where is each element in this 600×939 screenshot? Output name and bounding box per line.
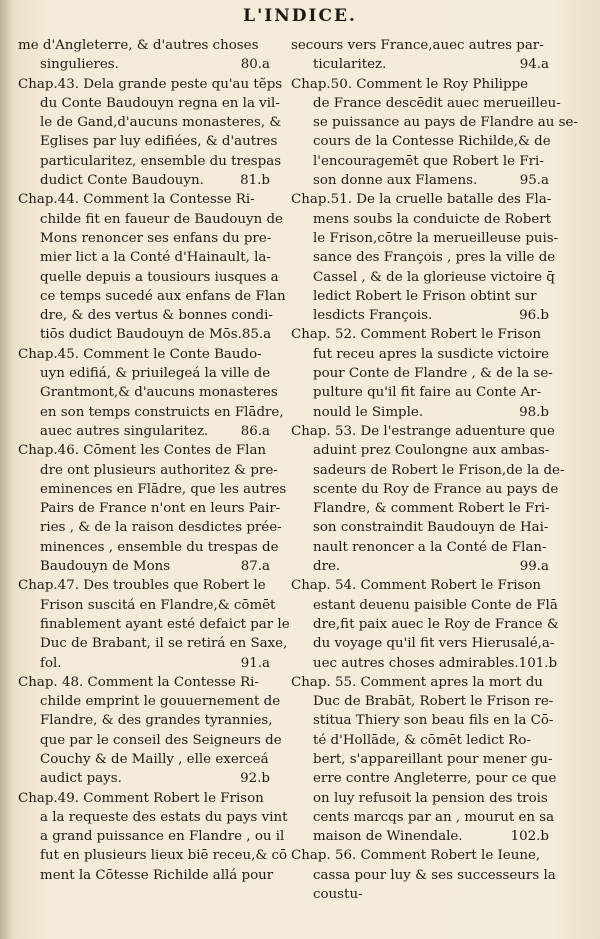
entry-text: son donne aux Flamens. [313,173,478,189]
index-entry-line: Mons renoncer ses enfans du pre- [40,230,272,246]
index-entry-line: minences , ensemble du trespas de [40,539,279,555]
index-entry-line: childe emprint le gouuernement de [40,694,281,710]
index-entry-line: Chap. 55. Comment apres la mort du [291,674,543,690]
index-entry-line: scente du Roy de France au pays de [313,481,559,497]
page-reference: 102.b [510,829,549,845]
index-entry [18,75,283,191]
index-entry-line: eminences en Flādre, que les autres [40,481,287,497]
index-entry [291,846,559,904]
index-entry [291,190,559,325]
index-entry-line: té d'Hollāde, & cōmēt ledict Ro- [313,732,531,748]
index-entry [291,422,565,576]
index-entry-line: Grantmont,& d'aucuns monasteres [40,385,278,401]
index-entry-line: l'encouragemēt que Robert le Fri- [313,153,544,169]
index-entry-line: Duc de Brabant, il se retirá en Saxe, [40,636,288,652]
index-entry-line: bert, s'appareillant pour mener gu- [313,751,553,767]
index-entry-line: a la requeste des estats du pays vint [40,809,288,825]
index-entry-line: de France descēdit auec merueilleu- [313,95,561,111]
index-entry-line: Chap. 54. Comment Robert le Frison [291,578,542,594]
index-entry-line: coustu- [313,887,363,903]
index-entry-line: ries , & de la raison desdictes prée- [40,520,282,536]
index-entry-line: on luy refusoit la pension des trois [313,790,548,806]
entry-text: nould le Simple. [313,404,424,420]
index-entry-line: fut receu apres la susdicte victoire [313,346,550,362]
index-entry-line [18,654,280,673]
index-entry-line: uyn edifiá, & priuilegeá la ville de [40,366,271,382]
page-reference: 86.a [240,423,270,439]
index-entry-line: Flandre, & comment Robert le Fri- [313,501,550,517]
index-entry-line: Eglises par luy edifiées, & d'autres [40,134,278,150]
index-entry-line: du voyage qu'il fit vers Hierusalé,a- [313,636,555,652]
index-entry-line: tiōs dudict Baudouyn de Mōs.85.a [40,327,272,343]
index-entry-line [291,306,559,325]
index-entry-line: mens soubs la conduicte de Robert [313,211,552,227]
index-entry-line [291,827,559,846]
index-entry-line: Chap.45. Comment le Conte Baudo- [18,346,262,362]
page-reference: 96.b [519,308,549,324]
index-entry-line [18,769,280,788]
index-entry-line [291,403,559,422]
index-entry-line [291,55,559,74]
entry-text: fol. [40,655,62,671]
page-reference: 98.b [519,404,549,420]
index-entry-line: Chap.44. Comment la Contesse Ri- [18,192,255,208]
entry-text: Baudouyn de Mons [40,559,171,575]
index-entry-line: sance des François , pres la ville de [313,250,556,266]
index-entry-line: son constraindit Baudouyn de Hai- [313,520,549,536]
entry-text: dudict Conte Baudouyn. [40,173,204,189]
index-entry-line [18,171,280,190]
page-reference: 92.b [240,771,270,787]
index-entry-line [18,422,280,441]
index-entry-line: Chap. 56. Comment Robert le Ieune, [291,848,541,864]
entry-text: audict pays. [40,771,122,787]
index-entry-line [291,171,559,190]
entry-text: singulieres. [40,57,119,73]
page-reference: 95.a [519,173,549,189]
entry-text: auec autres singularitez. [40,423,209,439]
index-column-right [291,36,578,904]
page-reference: 81.b [240,173,270,189]
index-entry-line: Cassel , & de la glorieuse victoire q̄ [313,269,555,285]
index-entry [291,36,559,75]
entry-text: maison de Winendale. [313,829,463,845]
index-entry-line: cassa pour luy & ses successeurs la [313,867,556,883]
index-entry-line: me d'Angleterre, & d'autres choses [18,38,259,53]
index-entry [291,75,578,191]
index-entry-line: stitua Thiery son beau fils en la Cō- [313,713,554,729]
index-entry-line [18,55,280,74]
index-entry-line: estant deuenu paisible Conte de Flā [313,597,558,613]
index-entry-line: le Frison,cōtre la merueilleuse puis- [313,230,559,246]
index-entry-line: en son temps construicts en Flādre, [40,404,284,420]
index-entry-line: Pairs de France n'ont en leurs Pair- [40,501,281,517]
index-entry-line: Duc de Brabāt, Robert le Frison re- [313,694,554,710]
index-entry-line: childe fit en faueur de Baudouyn de [40,211,283,227]
index-entry-line: sadeurs de Robert le Frison,de la de- [313,462,565,478]
index-entry [18,441,287,576]
index-entry-line [291,557,559,576]
entry-text: ticularitez. [313,57,387,73]
index-entry-line: Flandre, & des grandes tyrannies, [40,713,273,729]
index-entry [18,789,288,885]
index-entry-line: ment la Cōtesse Richilde allá pour [40,867,274,883]
index-entry-line: a grand puissance en Flandre , ou il [40,829,285,845]
index-entry-line: pulture qu'il fit faire au Conte Ar- [313,385,542,401]
page-reference: 94.a [519,57,549,73]
index-entry-line: quelle depuis a tousiours iusques a [40,269,279,285]
index-entry-line: ledict Robert le Frison obtint sur [313,288,537,304]
index-entry-line: dre,fit paix auec le Roy de France & [313,616,559,632]
index-entry [18,576,290,672]
index-entry-line: Chap. 52. Comment Robert le Frison [291,327,542,343]
page-reference: 99.a [519,559,549,575]
index-entry-line: mier lict a la Conté d'Hainault, la- [40,250,271,266]
index-entry [18,36,280,75]
index-entry-line: Couchy & de Mailly , elle exerceá [40,751,269,767]
index-entry-line: fut en plusieurs lieux biē receu,& cō [40,848,288,864]
index-column-left [18,36,290,885]
page-reference: 87.a [240,559,270,575]
index-entry-line: Chap.51. De la cruelle batalle des Fla- [291,192,552,208]
index-entry [18,190,286,344]
index-entry-line [18,557,280,576]
index-entry-line: Frison suscitá en Flandre,& cōmēt [40,597,276,613]
index-entry-line: cours de la Contesse Richilde,& de [313,134,551,150]
index-entry [18,345,284,441]
page-gutter-shadow [0,0,14,939]
index-entry-line: Chap. 53. De l'estrange aduenture que [291,423,555,439]
index-entry-line: aduint prez Coulongne aux ambas- [313,443,550,459]
index-entry-line: Chap.43. Dela grande peste qu'au tẽps [18,76,283,92]
entry-text: dre. [313,559,341,575]
index-entry [18,673,280,789]
index-entry-line: nault renoncer a la Conté de Flan- [313,539,547,555]
index-entry-line: que par le conseil des Seigneurs de [40,732,282,748]
index-entry-line: cents marcqs par an , mourut en sa [313,809,555,825]
index-entry-line: dre, & des vertus & bonnes condi- [40,308,273,324]
index-entry-line: Chap. 48. Comment la Contesse Ri- [18,674,259,690]
index-entry [291,673,559,847]
page-reference: 80.a [240,57,270,73]
index-entry-line: Chap.47. Des troubles que Robert le [18,578,266,594]
index-entry-line: particularitez, ensemble du trespas [40,153,282,169]
index-entry-line: ce temps sucedé aux enfans de Flan [40,288,286,304]
entry-text: lesdicts François. [313,308,433,324]
index-entry-line: finablement ayant esté defaict par le [40,616,290,632]
page-header: L'INDICE. [243,6,357,26]
index-entry-line: dre ont plusieurs authoritez & pre- [40,462,278,478]
index-entry-line: Chap.46. Cōment les Contes de Flan [18,443,267,459]
index-entry-line: se puissance au pays de Flandre au se- [313,115,578,131]
index-entry-line: pour Conte de Flandre , & de la se- [313,366,553,382]
index-entry-line: Chap.49. Comment Robert le Frison [18,790,264,806]
index-entry-line: uec autres choses admirables.101.b [313,655,558,671]
index-entry-line: le de Gand,d'aucuns monasteres, & [40,115,282,131]
index-entry-line: secours vers France,auec autres par- [291,38,544,53]
index-entry-line: du Conte Baudouyn regna en la vil- [40,95,280,111]
index-entry [291,325,559,421]
index-entry-line: erre contre Angleterre, pour ce que [313,771,557,787]
index-entry-line: Chap.50. Comment le Roy Philippe [291,76,529,92]
index-entry [291,576,559,672]
page-reference: 91.a [240,655,270,671]
